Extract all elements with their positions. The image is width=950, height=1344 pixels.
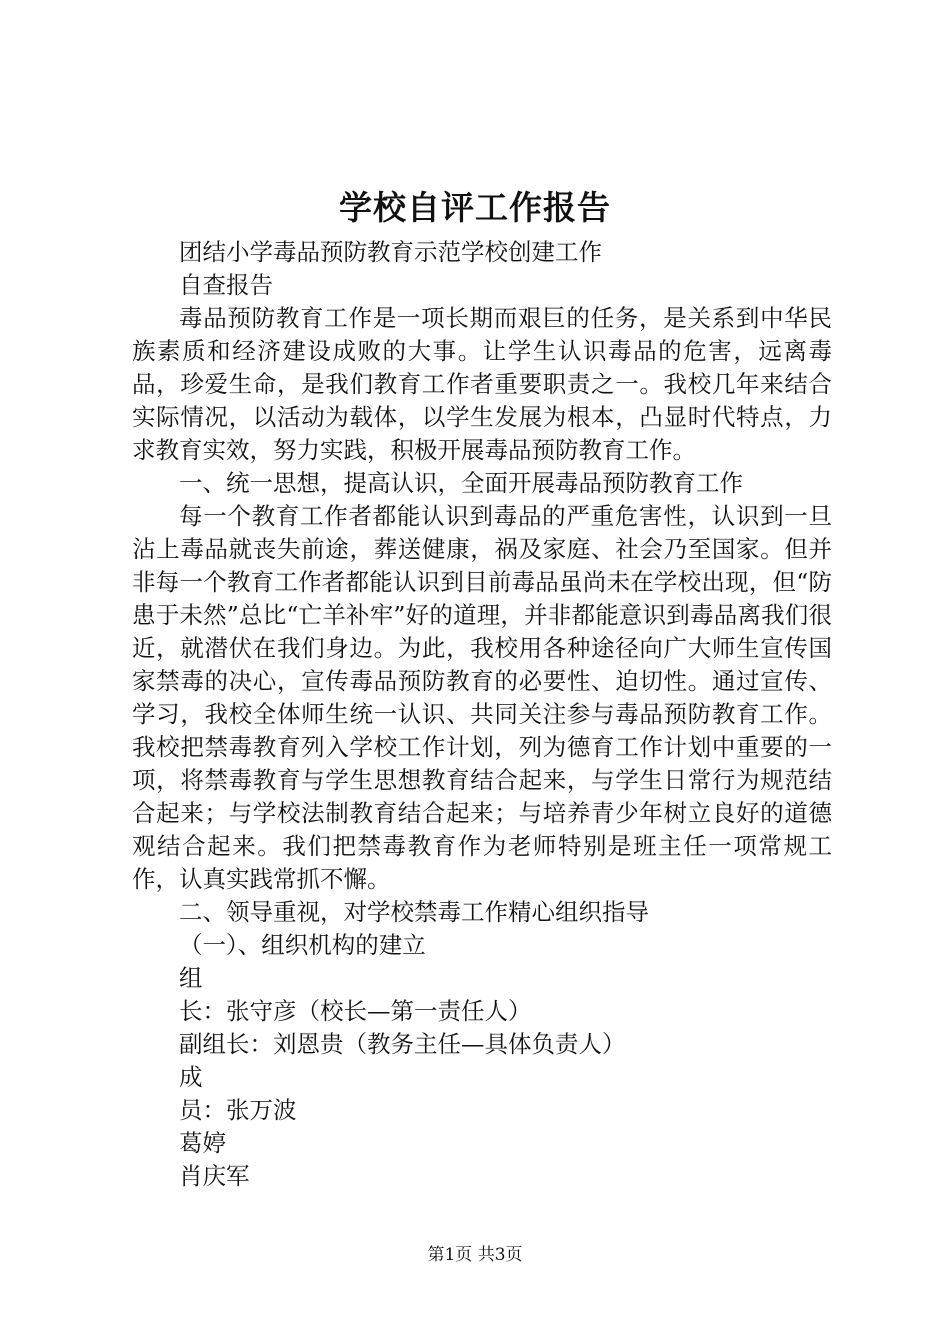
- page-number-footer: 第1页 共3页: [427, 1245, 523, 1265]
- section-heading-2: 二、领导重视，对学校禁毒工作精心组织指导: [179, 898, 649, 926]
- document-body: [132, 236, 832, 1193]
- intro-paragraph: 毒品预防教育工作是一项长期而艰巨的任务，是关系到中华民族素质和经济建设成败的大事。让学生认识毒品的危害，远离毒品，珍爱生命，是我们教育工作者重要职责之一。我校几年来结合实际情况，以活动为载体，以学生发展为根本，凸显时代特点，力求教育实效，努力实践，积极开展毒品预防教育工作。: [132, 304, 832, 464]
- document-title: 学校自评工作报告: [339, 188, 611, 227]
- section-heading-1: 一、统一思想，提高认识，全面开展毒品预防教育工作: [179, 469, 743, 497]
- org-line: 肖庆军: [179, 1162, 250, 1190]
- org-line: 成: [179, 1063, 203, 1091]
- subtitle-line-2: 自查报告: [179, 271, 273, 299]
- subsection-heading: （一）、组织机构的建立: [179, 931, 426, 959]
- org-line: 葛婷: [179, 1129, 226, 1157]
- org-line: 员：张万波: [179, 1096, 297, 1124]
- section-1-paragraph: 每一个教育工作者都能认识到毒品的严重危害性，认识到一旦沾上毒品就丧失前途，葬送健康，祸及家庭、社会乃至国家。但并非每一个教育工作者都能认识到目前毒品虽尚未在学校出现，但“防患于未然”总比“亡羊补牢”好的道理，并非都能意识到毒品离我们很近，就潜伏在我们身边。为此，我校用各种途径向广大师生宣传国家禁毒的决心，宣传毒品预防教育的必要性、迫切性。通过宣传、学习，我校全体师生统一认识、共同关注参与毒品预防教育工作。我校把禁毒教育列入学校工作计划，列为德育工作计划中重要的一项，将禁毒教育与学生思想教育结合起来，与学生日常行为规范结合起来；与学校法制教育结合起来；与培养青少年树立良好的道德观结合起来。我们把禁毒教育作为老师特别是班主任一项常规工作，认真实践常抓不懈。: [132, 502, 832, 893]
- org-line: 长：张守彦（校长—第一责任人）: [179, 997, 532, 1025]
- org-line: 组: [179, 964, 203, 992]
- org-line: 副组长：刘恩贵（教务主任—具体负责人）: [179, 1030, 626, 1058]
- subtitle-line-1: 团结小学毒品预防教育示范学校创建工作: [179, 238, 602, 266]
